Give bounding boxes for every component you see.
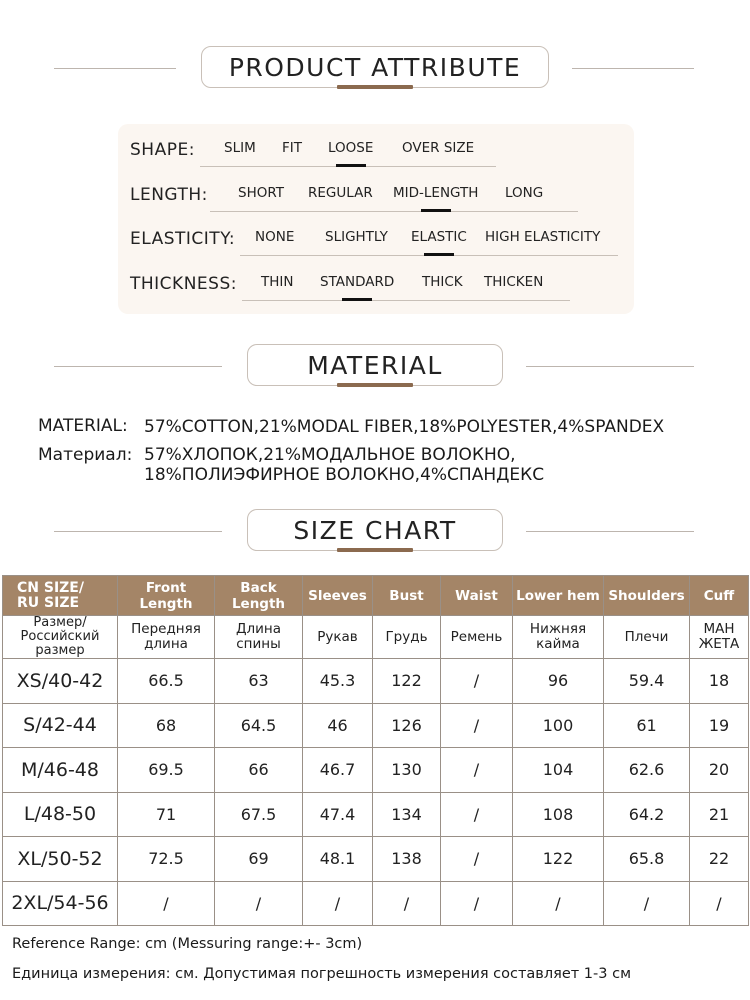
table-cell: / — [303, 881, 373, 926]
table-cell: 48.1 — [303, 837, 373, 882]
table-row — [3, 881, 749, 926]
table-cell: 19 — [690, 703, 749, 748]
table-cell: 21 — [690, 792, 749, 837]
table-row — [3, 748, 749, 793]
attribute-section-title: PRODUCT ATTRIBUTE — [201, 46, 549, 88]
header-cell: Waist — [441, 576, 513, 616]
table-cell: / — [441, 659, 513, 704]
attribute-option: REGULAR — [308, 185, 373, 201]
header-cell: Cuff — [690, 576, 749, 616]
material-section-header — [0, 344, 750, 388]
table-cell: 62.6 — [604, 748, 690, 793]
table-cell: 64.2 — [604, 792, 690, 837]
header-cell-ru: Ремень — [441, 616, 513, 659]
table-cell: 63 — [215, 659, 303, 704]
attribute-option: SLIM — [224, 140, 256, 156]
table-cell: 65.8 — [604, 837, 690, 882]
attribute-panel — [118, 124, 634, 314]
table-cell: / — [441, 881, 513, 926]
table-header-ru — [3, 616, 749, 659]
table-row — [3, 659, 749, 704]
attribute-row — [118, 270, 634, 300]
header-cell: Sleeves — [303, 576, 373, 616]
attribute-option: LONG — [505, 185, 544, 201]
table-header-en — [3, 576, 749, 616]
table-row — [3, 792, 749, 837]
header-cell: Shoulders — [604, 576, 690, 616]
table-cell: / — [604, 881, 690, 926]
attribute-section-header — [0, 46, 750, 90]
attribute-option: OVER SIZE — [402, 140, 475, 156]
size-cell: L/48-50 — [3, 792, 118, 837]
table-cell: 69.5 — [118, 748, 215, 793]
table-cell: 46 — [303, 703, 373, 748]
header-cell-ru: Плечи — [604, 616, 690, 659]
header-cell-ru: МАН ЖЕТА — [690, 616, 749, 659]
attribute-option-selected: STANDARD — [320, 274, 395, 290]
header-cell: Back Length — [215, 576, 303, 616]
attribute-option-selected: ELASTIC — [411, 229, 467, 245]
header-cell-ru: Грудь — [373, 616, 441, 659]
table-cell: 69 — [215, 837, 303, 882]
size-cell: 2XL/54-56 — [3, 881, 118, 926]
table-cell: / — [441, 703, 513, 748]
table-cell: 68 — [118, 703, 215, 748]
table-cell: / — [118, 881, 215, 926]
selected-marker — [421, 209, 451, 212]
table-cell: 71 — [118, 792, 215, 837]
selected-marker — [342, 298, 372, 301]
table-cell: 122 — [513, 837, 604, 882]
table-cell: 20 — [690, 748, 749, 793]
attribute-option: THICK — [422, 274, 463, 290]
size-cell: XS/40-42 — [3, 659, 118, 704]
header-cell-ru: Нижняя кайма — [513, 616, 604, 659]
table-cell: 100 — [513, 703, 604, 748]
table-cell: 72.5 — [118, 837, 215, 882]
title-accent-bar — [337, 548, 413, 552]
table-cell: / — [441, 837, 513, 882]
table-cell: 104 — [513, 748, 604, 793]
attribute-option: FIT — [282, 140, 302, 156]
size-chart-section-title: SIZE CHART — [247, 509, 503, 551]
header-cell-ru: Передняя длина — [118, 616, 215, 659]
table-row — [3, 703, 749, 748]
header-cell: Lower hem — [513, 576, 604, 616]
material-value-ru-line1: 57%ХЛОПОК,21%МОДАЛЬНОЕ ВОЛОКНО, — [144, 445, 516, 465]
material-section-title: MATERIAL — [247, 344, 503, 386]
header-cell-ru: Рукав — [303, 616, 373, 659]
table-cell: 45.3 — [303, 659, 373, 704]
attribute-label: THICKNESS: — [130, 274, 237, 294]
size-chart-section-header — [0, 509, 750, 553]
divider-line-right — [572, 68, 694, 69]
size-cell: S/42-44 — [3, 703, 118, 748]
size-cell: M/46-48 — [3, 748, 118, 793]
divider-line-left — [54, 366, 222, 367]
table-cell: 67.5 — [215, 792, 303, 837]
divider-line-right — [526, 531, 694, 532]
table-cell: / — [215, 881, 303, 926]
attribute-label: LENGTH: — [130, 185, 208, 205]
attribute-option: HIGH ELASTICITY — [485, 229, 601, 245]
reference-range-note: Reference Range: cm (Messuring range:+- 3cm) — [12, 936, 363, 952]
table-cell: 130 — [373, 748, 441, 793]
table-cell: 96 — [513, 659, 604, 704]
table-row — [3, 837, 749, 882]
attribute-rule — [210, 211, 578, 212]
title-accent-bar — [337, 383, 413, 387]
attribute-option-selected: LOOSE — [328, 140, 374, 156]
header-cell: Bust — [373, 576, 441, 616]
attribute-option: SHORT — [238, 185, 284, 201]
size-chart-table — [2, 575, 749, 926]
table-cell: / — [373, 881, 441, 926]
attribute-option: NONE — [255, 229, 295, 245]
table-cell: / — [690, 881, 749, 926]
table-cell: / — [441, 748, 513, 793]
attribute-option: THICKEN — [484, 274, 544, 290]
attribute-rule — [242, 300, 570, 301]
table-cell: 126 — [373, 703, 441, 748]
table-cell: 108 — [513, 792, 604, 837]
table-cell: 61 — [604, 703, 690, 748]
table-cell: 46.7 — [303, 748, 373, 793]
table-cell: 64.5 — [215, 703, 303, 748]
attribute-row — [118, 225, 634, 255]
table-cell: 66.5 — [118, 659, 215, 704]
material-label-en: MATERIAL: — [38, 416, 128, 436]
table-cell: 138 — [373, 837, 441, 882]
header-cell: CN SIZE/ RU SIZE — [3, 576, 118, 616]
material-value-en: 57%COTTON,21%MODAL FIBER,18%POLYESTER,4%SPANDEX — [144, 417, 665, 437]
table-cell: 66 — [215, 748, 303, 793]
attribute-label: SHAPE: — [130, 140, 195, 160]
table-cell: 22 — [690, 837, 749, 882]
divider-line-right — [526, 366, 694, 367]
table-cell: / — [441, 792, 513, 837]
title-accent-bar — [337, 85, 413, 89]
attribute-option: SLIGHTLY — [325, 229, 388, 245]
selected-marker — [424, 253, 454, 256]
attribute-option: THIN — [261, 274, 294, 290]
material-value-ru-line2: 18%ПОЛИЭФИРНОЕ ВОЛОКНО,4%СПАНДЕКС — [144, 465, 545, 485]
header-cell-ru: Размер/ Российский размер — [3, 616, 118, 659]
table-cell: 122 — [373, 659, 441, 704]
table-cell: 47.4 — [303, 792, 373, 837]
divider-line-left — [54, 68, 176, 69]
header-cell-ru: Длина спины — [215, 616, 303, 659]
size-cell: XL/50-52 — [3, 837, 118, 882]
attribute-label: ELASTICITY: — [130, 229, 236, 249]
material-label-ru: Материал: — [38, 445, 133, 465]
table-cell: / — [513, 881, 604, 926]
attribute-row — [118, 136, 634, 166]
table-cell: 59.4 — [604, 659, 690, 704]
measurement-note-ru: Единица измерения: см. Допустимая погрешность измерения составляет 1-3 см — [12, 966, 632, 982]
attribute-row — [118, 181, 634, 211]
header-cell: Front Length — [118, 576, 215, 616]
divider-line-left — [54, 531, 222, 532]
attribute-option-selected: MID-LENGTH — [393, 185, 479, 201]
table-cell: 134 — [373, 792, 441, 837]
selected-marker — [336, 164, 366, 167]
table-cell: 18 — [690, 659, 749, 704]
